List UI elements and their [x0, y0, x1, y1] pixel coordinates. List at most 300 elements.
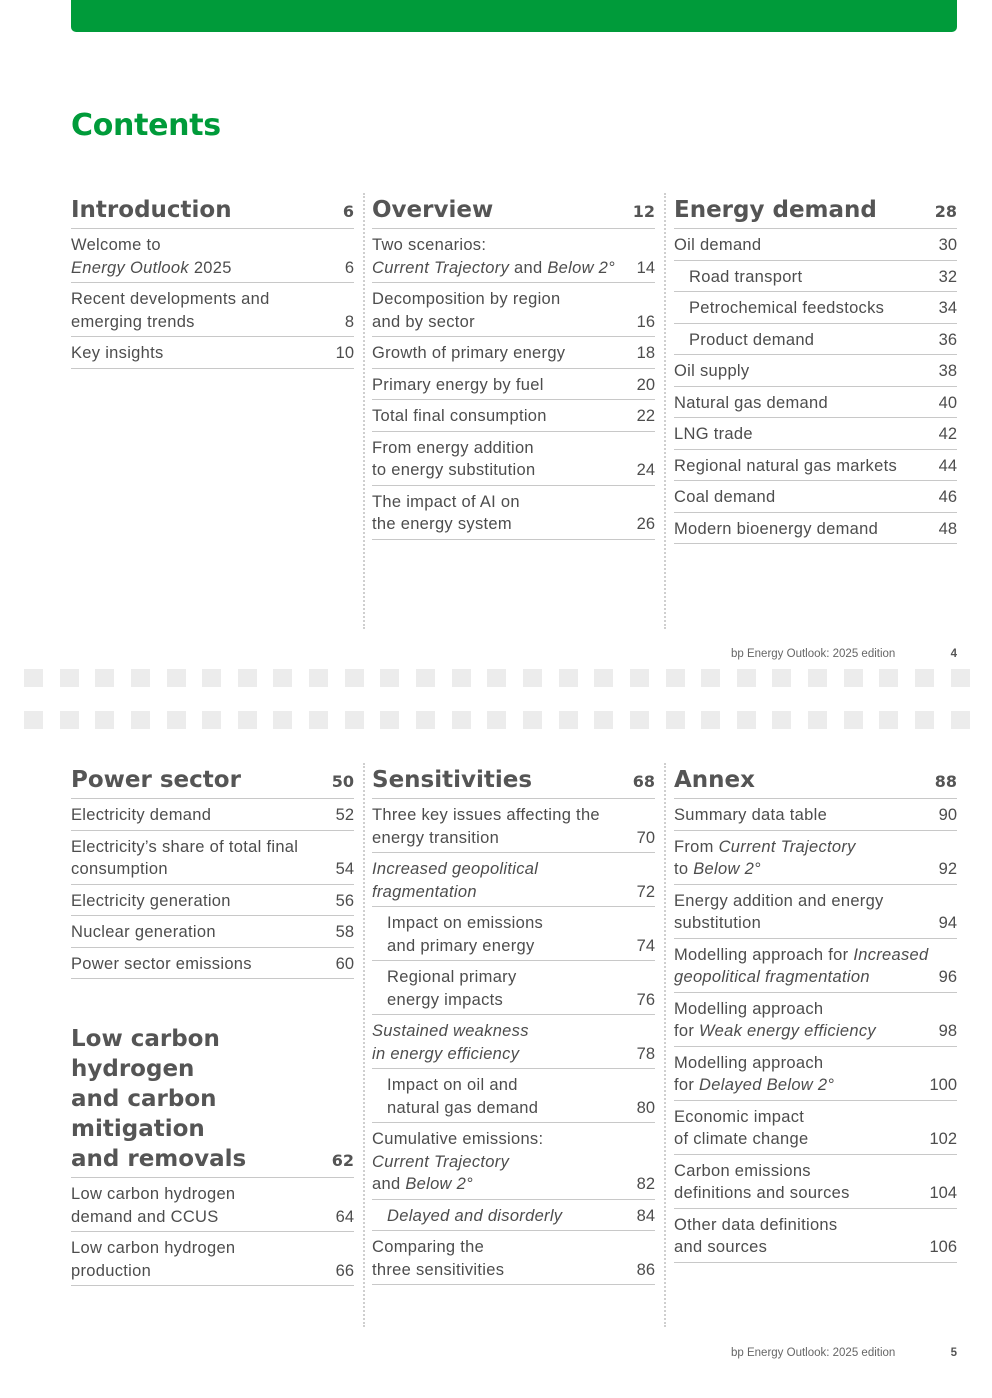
entry-label	[674, 1052, 834, 1097]
entry-page-number: 42	[938, 425, 957, 443]
toc-entry[interactable]	[372, 337, 655, 369]
entry-label-line	[372, 437, 535, 460]
toc-entry[interactable]	[674, 939, 957, 993]
entry-page-number: 102	[929, 1130, 957, 1148]
entry-label	[372, 234, 615, 279]
entry-label	[71, 1183, 235, 1228]
entry-label	[674, 1160, 850, 1205]
toc-entry[interactable]	[372, 1015, 655, 1069]
entry-label-line	[372, 374, 544, 397]
separator-dash	[452, 711, 471, 729]
entry-label-line	[71, 234, 232, 257]
entry-label-line	[372, 234, 615, 257]
entry-text: Product demand	[689, 330, 815, 349]
entry-page-number: 98	[938, 1022, 957, 1040]
separator-dash	[416, 711, 435, 729]
entry-label-line	[372, 1151, 543, 1174]
entry-label-line	[674, 1128, 808, 1151]
toc-subentry[interactable]	[674, 292, 957, 324]
toc-entry[interactable]	[71, 1232, 354, 1286]
entry-page-number: 38	[938, 362, 957, 380]
entry-page-number: 90	[938, 806, 957, 824]
entry-page-number: 16	[636, 312, 655, 331]
entry-label-line	[372, 257, 615, 280]
entry-label-line	[71, 858, 298, 881]
footer-page-number: 5	[950, 1347, 957, 1359]
separator-dash	[915, 711, 934, 729]
entry-label-line	[71, 288, 270, 311]
entry-page-number: 46	[938, 488, 957, 506]
separator-dash	[915, 669, 934, 687]
entry-label	[372, 1128, 543, 1196]
entry-text: Three key issues affecting the	[372, 806, 600, 824]
separator-dash	[95, 711, 114, 729]
section-title-line: and removals	[71, 1146, 247, 1172]
entry-page-number: 78	[636, 1044, 655, 1063]
entry-text: of climate change	[674, 1130, 809, 1148]
entry-text: and primary energy	[387, 936, 535, 955]
entry-label-line	[71, 1237, 235, 1260]
entry-text-italic: geopolitical fragmentation	[674, 968, 870, 986]
entry-label	[387, 966, 517, 1011]
entry-text: 2025	[188, 258, 232, 277]
entry-label	[71, 836, 298, 881]
entry-text: Welcome to	[71, 236, 161, 254]
toc-entry[interactable]	[71, 799, 354, 831]
separator-dash	[202, 711, 221, 729]
entry-text: LNG trade	[674, 425, 753, 443]
entry-label-line	[372, 342, 565, 365]
entry-label-line	[71, 890, 231, 913]
toc-subentry[interactable]	[372, 907, 655, 961]
separator-dash	[772, 711, 791, 729]
toc-entry[interactable]	[71, 831, 354, 885]
entry-label	[674, 486, 775, 509]
entry-label-line	[674, 455, 897, 478]
entry-label	[372, 858, 538, 903]
entry-label	[674, 1106, 808, 1151]
separator-dash	[737, 711, 756, 729]
separator-dash	[24, 669, 43, 687]
entry-text: Two scenarios:	[372, 236, 487, 254]
entry-label-line	[689, 329, 814, 352]
entry-label	[372, 342, 565, 365]
toc-subentry[interactable]	[674, 261, 957, 293]
entry-label	[674, 360, 749, 383]
entry-text: The impact of AI on	[372, 492, 520, 511]
entry-label	[674, 392, 828, 415]
entry-label	[71, 1237, 235, 1282]
separator-dash	[238, 669, 257, 687]
entry-text-italic: Below 2°	[405, 1175, 474, 1193]
separator-dash	[594, 669, 613, 687]
entry-text: for	[674, 1022, 700, 1040]
entry-text: Modelling approach	[674, 1053, 824, 1072]
separator-dash	[167, 711, 186, 729]
entry-label-line	[372, 1173, 543, 1196]
separator-dash	[808, 711, 827, 729]
entry-page-number: 54	[335, 860, 354, 878]
footer-text: bp Energy Outlook: 2025 edition	[731, 648, 896, 660]
entry-text: Comparing the	[372, 1238, 485, 1256]
entry-label-line	[71, 804, 211, 827]
entry-label-line	[372, 491, 520, 514]
toc-entry[interactable]	[372, 283, 655, 337]
entry-label-line	[372, 1128, 543, 1151]
toc-entry[interactable]	[674, 1101, 957, 1155]
entry-text-italic: Increased	[853, 945, 929, 964]
entry-text: Total final consumption	[372, 407, 547, 425]
entry-text: Modern bioenergy demand	[674, 519, 879, 538]
entry-label-line	[674, 518, 878, 541]
entry-text: Electricity’s share of total final	[71, 837, 299, 856]
entry-label-line	[71, 1206, 235, 1229]
toc-entry[interactable]	[372, 1123, 655, 1200]
entry-page-number: 30	[938, 236, 957, 254]
toc-entry[interactable]	[71, 916, 354, 948]
toc-section	[674, 763, 957, 1263]
entry-text: Impact on emissions	[387, 914, 544, 932]
toc-entry[interactable]	[674, 1047, 957, 1101]
entry-page-number: 6	[344, 258, 354, 277]
entry-label-line	[387, 966, 517, 989]
separator-dash	[487, 711, 506, 729]
entry-label-line	[674, 1106, 808, 1129]
toc-entry[interactable]	[372, 400, 655, 432]
entry-page-number: 26	[636, 515, 655, 533]
separator-dash	[238, 711, 257, 729]
toc-section	[71, 1024, 354, 1286]
entry-label-line	[71, 1183, 235, 1206]
entry-label	[689, 266, 802, 289]
entry-page-number: 106	[929, 1238, 957, 1256]
toc-entry[interactable]	[372, 799, 655, 853]
separator-dash	[737, 669, 756, 687]
toc-entry[interactable]	[71, 283, 354, 337]
entry-label-line	[674, 836, 856, 859]
separator-dash	[309, 711, 328, 729]
entry-label-line	[372, 1043, 529, 1066]
entry-page-number: 36	[938, 330, 957, 349]
separator-dash	[131, 669, 150, 687]
entry-text: Modelling approach for	[674, 945, 854, 964]
separator-dash	[844, 669, 863, 687]
entry-text: Electricity demand	[71, 806, 212, 824]
entry-label-line	[387, 1097, 538, 1120]
entry-text: Key insights	[71, 344, 164, 362]
entry-label-line	[674, 1074, 834, 1097]
entry-text: consumption	[71, 860, 168, 878]
toc-entry[interactable]	[674, 513, 957, 545]
toc-section	[372, 763, 655, 1285]
separator-dash	[879, 711, 898, 729]
toc-entry[interactable]	[674, 831, 957, 885]
entry-text: Carbon emissions	[674, 1161, 811, 1180]
page-footer	[731, 648, 957, 660]
entry-label-line	[71, 1260, 235, 1283]
footer-text: bp Energy Outlook: 2025 edition	[731, 1347, 896, 1359]
entry-text: Summary data table	[674, 806, 828, 824]
page-title: Contents	[71, 108, 221, 143]
section-page-number: 88	[934, 772, 957, 791]
separator-dash	[666, 711, 685, 729]
entry-text: and	[372, 1175, 406, 1193]
section-page-number: 28	[934, 202, 957, 221]
entry-text: Growth of primary energy	[372, 344, 566, 362]
entry-page-number: 14	[636, 258, 655, 277]
toc-column-power-sector	[71, 763, 354, 1286]
entry-label-line	[372, 804, 600, 827]
toc-entry[interactable]	[674, 885, 957, 939]
toc-entry[interactable]	[71, 885, 354, 917]
toc-entry[interactable]	[674, 1209, 957, 1263]
entry-text: Low carbon hydrogen	[71, 1185, 236, 1203]
entry-page-number: 76	[636, 990, 655, 1009]
entry-text: for	[674, 1076, 700, 1094]
toc-entry[interactable]	[71, 337, 354, 369]
toc-entry[interactable]	[372, 369, 655, 401]
entry-page-number: 18	[636, 344, 655, 362]
section-page-number: 12	[632, 202, 655, 221]
entry-page-number: 74	[636, 936, 655, 955]
section-heading[interactable]	[372, 193, 655, 229]
entry-page-number: 100	[929, 1076, 957, 1094]
toc-entry[interactable]	[71, 1178, 354, 1232]
toc-entry[interactable]	[71, 948, 354, 980]
toc-subentry[interactable]	[372, 1200, 655, 1232]
entry-text: Recent developments and	[71, 290, 270, 308]
entry-page-number: 58	[335, 923, 354, 941]
entry-text: From	[674, 837, 719, 856]
entry-text: definitions and sources	[674, 1184, 850, 1202]
entry-label-line	[674, 804, 827, 827]
entry-label	[674, 804, 827, 827]
entry-text: Road transport	[689, 267, 803, 286]
separator-dash	[273, 669, 292, 687]
separator-dash	[630, 669, 649, 687]
entry-text: to energy substitution	[372, 461, 536, 479]
toc-entry[interactable]	[674, 387, 957, 419]
entry-label	[372, 491, 520, 536]
entry-text: Natural gas demand	[674, 393, 828, 412]
section-heading[interactable]	[674, 763, 957, 799]
entry-label-line	[674, 486, 775, 509]
toc-entry[interactable]	[372, 486, 655, 540]
toc-column-energy-demand	[674, 193, 957, 544]
column-divider	[664, 193, 666, 629]
entry-label-line	[372, 827, 600, 850]
entry-text-italic: Current Trajectory	[718, 837, 856, 856]
section-heading[interactable]	[71, 1024, 354, 1178]
entry-label-line	[372, 1259, 504, 1282]
section-page-number: 68	[632, 772, 655, 791]
section-title-line: Low carbon hydrogen	[71, 1026, 220, 1082]
separator-dash	[523, 711, 542, 729]
entry-label	[674, 518, 878, 541]
entry-page-number: 92	[938, 860, 957, 878]
section-title: Annex	[674, 767, 755, 793]
entry-text-italic: Sustained weakness	[372, 1022, 529, 1040]
entry-text: Oil supply	[674, 362, 750, 380]
toc-entry[interactable]	[372, 1231, 655, 1285]
entry-page-number: 82	[636, 1175, 655, 1193]
entry-page-number: 84	[636, 1206, 655, 1225]
toc-entry[interactable]	[674, 799, 957, 831]
entry-page-number: 40	[938, 393, 957, 412]
toc-subentry[interactable]	[372, 961, 655, 1015]
entry-page-number: 64	[335, 1207, 354, 1226]
toc-entry[interactable]	[674, 418, 957, 450]
section-heading[interactable]	[674, 193, 957, 229]
section-page-number: 62	[331, 1151, 354, 1170]
entry-label-line	[372, 1020, 529, 1043]
entry-label	[71, 953, 252, 976]
entry-label	[71, 921, 216, 944]
entry-label-line	[372, 311, 561, 334]
separator-dash	[131, 711, 150, 729]
entry-text: three sensitivities	[372, 1260, 505, 1279]
separator-dash	[951, 711, 970, 729]
entry-text: Coal demand	[674, 488, 776, 506]
entry-text: Regional primary	[387, 968, 517, 986]
entry-label-line	[372, 881, 538, 904]
entry-label-line	[71, 921, 216, 944]
entry-text: Power sector emissions	[71, 954, 252, 973]
toc-entry[interactable]	[372, 432, 655, 486]
header-accent-bar	[71, 0, 957, 32]
entry-text: and	[509, 258, 548, 277]
entry-text: Oil demand	[674, 236, 762, 254]
entry-label-line	[674, 360, 749, 383]
entry-text: Primary energy by fuel	[372, 375, 544, 394]
entry-label	[387, 912, 543, 957]
separator-dash	[167, 669, 186, 687]
toc-subentry[interactable]	[674, 324, 957, 356]
toc-entry[interactable]	[372, 853, 655, 907]
entry-page-number: 48	[938, 519, 957, 538]
entry-page-number: 94	[938, 914, 957, 932]
entry-label-line	[674, 966, 929, 989]
section-heading[interactable]	[372, 763, 655, 799]
section-page-number: 50	[331, 772, 354, 791]
toc-entry[interactable]	[674, 450, 957, 482]
toc-section	[71, 193, 354, 369]
separator-dash	[808, 669, 827, 687]
entry-text: Nuclear generation	[71, 923, 216, 941]
entry-text: Energy addition and energy	[674, 891, 884, 910]
toc-entry[interactable]	[372, 229, 655, 283]
separator-dash	[273, 711, 292, 729]
entry-label	[71, 234, 232, 279]
entry-text-italic: in energy efficiency	[372, 1044, 520, 1063]
separator-dash	[879, 669, 898, 687]
entry-label-line	[689, 297, 884, 320]
entry-text: Modelling approach	[674, 999, 824, 1018]
entry-text: natural gas demand	[387, 1098, 539, 1117]
entry-label	[71, 804, 211, 827]
entry-label	[387, 1074, 538, 1119]
entry-page-number: 86	[636, 1260, 655, 1279]
separator-dash	[559, 669, 578, 687]
entry-label-line	[674, 1052, 834, 1075]
entry-text: Cumulative emissions:	[372, 1130, 544, 1148]
entry-text: the energy system	[372, 515, 512, 533]
toc-entry[interactable]	[674, 993, 957, 1047]
entry-label-line	[372, 405, 547, 428]
entry-label	[372, 437, 535, 482]
entry-label-line	[674, 1020, 876, 1043]
separator-dash	[594, 711, 613, 729]
entry-page-number: 52	[335, 806, 354, 824]
entry-label-line	[674, 890, 884, 913]
entry-text-italic: Below 2°	[693, 860, 761, 878]
toc-entry[interactable]	[71, 229, 354, 283]
entry-page-number: 104	[929, 1184, 957, 1202]
entry-label-line	[71, 257, 232, 280]
separator-dash	[416, 669, 435, 687]
entry-label-line	[71, 836, 298, 859]
toc-entry[interactable]	[674, 1155, 957, 1209]
entry-label-line	[674, 858, 856, 881]
entry-label	[674, 944, 929, 989]
entry-text: Regional natural gas markets	[674, 456, 898, 475]
toc-section	[372, 193, 655, 540]
separator-dash	[701, 669, 720, 687]
column-divider	[363, 193, 365, 629]
separator-dash	[844, 711, 863, 729]
entry-label	[387, 1205, 562, 1228]
entry-label-line	[372, 288, 561, 311]
toc-entry[interactable]	[674, 481, 957, 513]
separator-dash	[559, 711, 578, 729]
entry-label-line	[71, 342, 164, 365]
separator-dash	[345, 669, 364, 687]
section-title	[71, 1024, 332, 1174]
separator-dash	[95, 669, 114, 687]
toc-entry[interactable]	[674, 229, 957, 261]
footer-page-number: 4	[950, 648, 957, 660]
entry-label	[674, 423, 753, 446]
entry-text: emerging trends	[71, 312, 195, 331]
entry-label	[372, 804, 600, 849]
separator-dash	[309, 669, 328, 687]
entry-text-italic: Increased geopolitical	[372, 860, 539, 878]
entry-label-line	[674, 1214, 837, 1237]
toc-entry[interactable]	[674, 355, 957, 387]
toc-column-sensitivities	[372, 763, 655, 1285]
separator-dash	[452, 669, 471, 687]
entry-text: Electricity generation	[71, 891, 231, 910]
entry-page-number: 72	[636, 882, 655, 901]
section-title: Sensitivities	[372, 767, 533, 793]
entry-text: Economic impact	[674, 1107, 805, 1126]
entry-text-italic: Current Trajectory	[372, 1152, 510, 1171]
section-title-line: and carbon mitigation	[71, 1086, 217, 1142]
toc-section	[674, 193, 957, 544]
entry-text: production	[71, 1261, 152, 1280]
entry-text: and by sector	[372, 312, 475, 331]
toc-subentry[interactable]	[372, 1069, 655, 1123]
section-heading[interactable]	[71, 193, 354, 229]
entry-page-number: 96	[938, 968, 957, 986]
entry-label-line	[71, 311, 270, 334]
separator-dash	[202, 669, 221, 687]
toc-column-introduction	[71, 193, 354, 369]
entry-label-line	[387, 912, 543, 935]
section-heading[interactable]	[71, 763, 354, 799]
entry-label-line	[674, 912, 884, 935]
toc-column-overview	[372, 193, 655, 540]
